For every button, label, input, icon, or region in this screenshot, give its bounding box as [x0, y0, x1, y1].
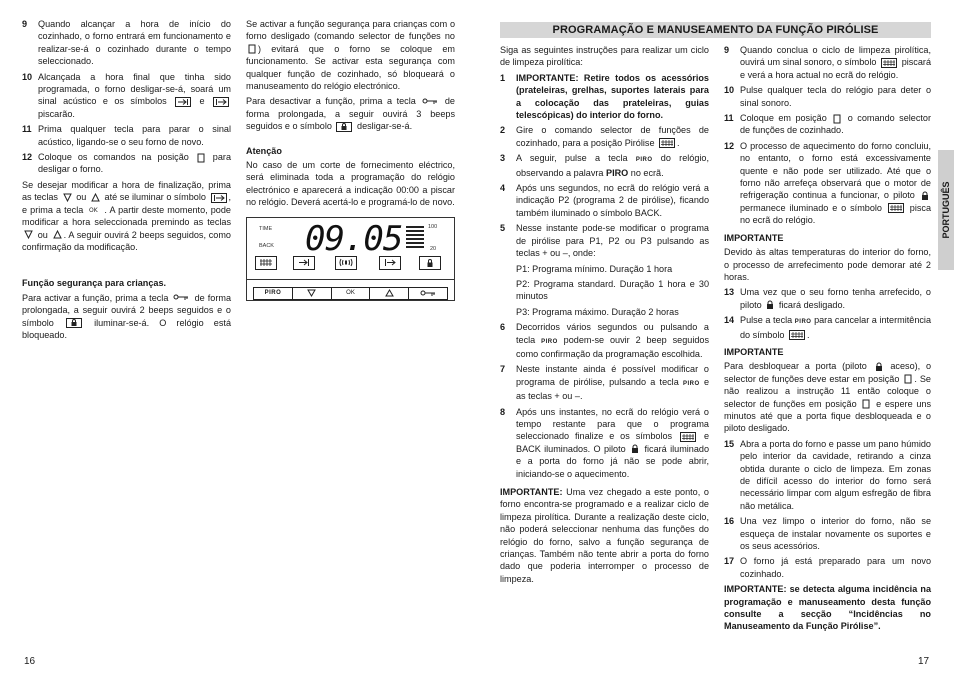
piro-key-label: PIRO [794, 319, 812, 326]
door-lock-icon [921, 191, 929, 201]
down-triangle-icon [63, 193, 72, 203]
step-11: 11 Prima qualquer tecla para parar o sinal acústico, ligando-se o seu forno de novo. [22, 124, 231, 147]
child-lock-paragraph: Para activar a função, prima a tecla de forma prolongada, a seguir ouvirá 2 beeps seguidos e o símbolo iluminar-se-á. O relógio está bloqueado. [22, 292, 232, 340]
pyrolysis-icon [881, 58, 897, 68]
page-number-right: 17 [918, 656, 930, 667]
pyrolysis-icon [888, 203, 904, 213]
control-panel-illustration [246, 217, 455, 301]
off-position-icon [833, 114, 841, 124]
piro-key-label: PIRO [541, 338, 558, 345]
intro: Siga as seguintes instruções para realizar um ciclo de limpeza pirolítica: [500, 45, 709, 68]
modify-paragraph: Se desejar modificar a hora de finalização, prima as teclas ou até se iluminar o símbolo , e prima a tecla OK . A partir deste momento, pode modificar a hora seleccionada premindo as teclas ou . A seguir ouvirá 2 beeps seguidos, como confirmação da modificação. [22, 179, 232, 252]
pyrolysis-icon [255, 256, 277, 270]
off-position-icon [862, 399, 870, 409]
piro-key[interactable]: PIRO [254, 288, 293, 299]
step-3: 3 A seguir, pulse a tecla PIRO do relógio, observando a palavra PIRO no ecrã. [500, 153, 710, 178]
down-triangle-icon [307, 289, 316, 297]
pyrolysis-icon [789, 330, 805, 340]
key-icon [422, 97, 438, 107]
step-13: 13 Uma vez que o seu forno tenha arrefecido, o piloto ficará desligado. [724, 287, 931, 310]
step-2: 2 Gire o comando selector de funções de cozinhado, para a posição Pirólise . [500, 125, 709, 148]
level-bottom-label: 20 [430, 245, 437, 252]
pyrolysis-icon [659, 138, 675, 148]
up-key[interactable] [370, 288, 409, 299]
language-tab: PORTUGUÊS [938, 150, 954, 270]
duration-icon [213, 97, 229, 107]
duration-icon [211, 193, 227, 203]
display-digits: 09.05 [305, 218, 403, 259]
right-column-1 [500, 44, 709, 588]
section-heading: PROGRAMAÇÃO E MANUSEAMENTO DA FUNÇÃO PIRÓLISE [500, 22, 931, 38]
lock-icon [66, 318, 82, 328]
program-p3: P3: Programa máximo. Duração 2 horas [516, 306, 679, 317]
svg-text:OK: OK [89, 207, 99, 215]
important-2-text: Devido às altas temperaturas do interior do forno, o processo de arrefecimento pode demorar até 2 horas. [724, 247, 931, 282]
step-16: 16 Una vez limpo o interior do forno, não se esqueça de instalar novamente os suportes e os seus acessórios. [724, 516, 931, 552]
off-position-icon [248, 44, 256, 54]
down-key[interactable] [293, 288, 332, 299]
lock-icon [336, 122, 352, 132]
level-bar [406, 230, 424, 232]
step-12: 12 Coloque os comandos na posição para desligar o forno. [22, 152, 231, 175]
step-11: 11 Coloque em posição o comando selector de funções de cozinhado. [724, 113, 932, 136]
duration-icon [379, 256, 401, 270]
key-lock-key[interactable] [409, 288, 447, 299]
step-10: 10 Pulse qualquer tecla do relógio para deter o sinal sonoro. [724, 85, 931, 108]
door-lock-icon [631, 444, 639, 454]
left-column-1 [22, 18, 231, 344]
end-time-icon [175, 97, 191, 107]
step-17: 17 O forno já está preparado para um novo cozinhado. [724, 556, 931, 579]
alarm-icon [335, 256, 357, 270]
off-position-icon [904, 374, 912, 384]
program-p2: P2: Programa standard. Duração 1 hora e 30 minutos [516, 278, 709, 302]
step-9: 9 Quando alcançar a hora de início do cozinhado, o forno entrará em funcionamento e realizar-se-á o cozinhado durante o tempo seleccionado. [22, 19, 231, 67]
level-bar [406, 226, 424, 228]
piro-key-label: PIRO [683, 380, 700, 387]
control-keys-row [253, 287, 448, 300]
program-p1: P1: Programa mínimo. Duração 1 hora [516, 263, 673, 274]
step-14: 14 Pulse a tecla PIRO para cancelar a intermitência do símbolo . [724, 315, 932, 340]
attention-title: Atenção [246, 145, 282, 156]
right-column-2 [724, 44, 931, 636]
step-10: 10 Alcançada a hora final que tinha sido programada, o forno desligar-se-á, soará um sinal acústico e os símbolos e piscarão. [22, 71, 231, 119]
up-triangle-icon [53, 230, 62, 240]
child-lock-title: Função segurança para crianças. [22, 278, 167, 289]
back-label: BACK [259, 242, 274, 249]
step-1: 1 IMPORTANTE: Retire todos os acessórios (prateleiras, grelhas, suportes laterais para a colocação das prateleiras, guias telescópicas) do interior do forno. [500, 72, 709, 121]
level-bar [406, 246, 424, 248]
step-9: 9 Quando conclua o ciclo de limpeza pirolítica, ouvirá um sinal sonoro, o símbolo piscará e verá a hora actual no ecrã do relógio. [724, 45, 932, 80]
step-15: 15 Abra a porta do forno e passe um pano húmido pelo interior da cavidade, retirando a cinza obtida durante o ciclo de limpeza. Em zonas de difícil acesso do interior do forno será necessário limpar com algum esfregão de fibra não metálica. [724, 438, 931, 511]
off-position-icon [197, 153, 205, 163]
clock-display [247, 218, 454, 280]
step-8: 8 Após uns instantes, no ecrã do relógio verá o tempo restante para que o programa seleccionado finalize e os símbolos e BACK iluminados. O piloto ficará iluminado e a porta do forno já não se pode abrir, iniciando-se o aquecimento. [500, 406, 710, 479]
time-label: TIME [259, 225, 273, 232]
left-column-2 [246, 18, 455, 301]
final-important: IMPORTANTE: se detecta alguma incidência na programação e manuseamento desta função consulte a secção “Incidências no Manuseamento da Função Pirólise”. [724, 584, 931, 632]
page-number-left: 16 [24, 656, 36, 667]
child-lock-deactivate: Para desactivar a função, prima a tecla de forma prolongada, a seguir ouvirá 3 beeps seguidos e o símbolo desligar-se-á. [246, 96, 455, 132]
child-lock-off-info: Se activar a função segurança para crianças com o forno desligado (comando selector de funções no ) evitará que o forno se coloque em funcionamento. Se activar esta segurança com qualquer função de cozinhado, só bloqueará o manuseamento do relógio electrónico. [246, 19, 455, 92]
end-time-icon [293, 256, 315, 270]
important-3-title: IMPORTANTE [724, 346, 784, 357]
important-3-text: Para desbloquear a porta (piloto aceso), o selector de funções deve estar em posição . Se não realizou a instrução 11 então coloque o selector de funções em posição e espere uns minutos até que a porta fique desbloqueada e o piloto desligado. [724, 361, 932, 434]
key-icon [173, 293, 189, 303]
step-6: 6 Decorridos vários segundos ou pulsando a tecla PIRO podem-se ouvir 2 beep seguidos como confirmação da programação escolhida. [500, 322, 710, 359]
level-bar [406, 238, 424, 240]
step-4: 4 Após uns segundos, no ecrã do relógio verá a indicação P2 (programa 2 de pirólise), ficando também iluminado o símbolo BACK. [500, 183, 709, 218]
important-1: IMPORTANTE: Uma vez chegado a este ponto, o forno encontra-se programado e a realizar ciclo de limpeza pirolítica. Durante a realização deste ciclo, não poderá seleccionar nenhuma das funções do relógio do forno, salvo a função segurança de crianças. Também não tente abrir a porta do forno dado que poderia interromper o processo de limpeza. [500, 487, 709, 584]
door-lock-icon [766, 300, 774, 310]
step-7: 7 Neste instante ainda é possível modificar o programa de pirólise, pulsando a tecla PIRO e as teclas + ou –. [500, 364, 709, 402]
lock-icon [419, 256, 441, 270]
ok-key[interactable]: OK [332, 288, 371, 299]
up-triangle-icon [385, 289, 394, 297]
level-bar [406, 242, 424, 244]
ok-icon [88, 205, 102, 215]
attention-text: No caso de um corte de fornecimento eléctrico, será eliminada toda a programação do relógio electrónico e aparecerá a indicação 00:00 a piscar no relógio. Deverá acertá-lo e programá-lo de novo. [246, 160, 455, 208]
door-lock-icon [875, 362, 883, 372]
level-bar [406, 234, 424, 236]
pyrolysis-icon [680, 432, 696, 442]
down-triangle-icon [24, 230, 33, 240]
step-5: 5 Nesse instante pode-se modificar o programa de pirólise para P1, P2 ou P3 pulsando as teclas + ou –, onde: [500, 223, 709, 259]
up-triangle-icon [91, 193, 100, 203]
level-top-label: 100 [428, 223, 438, 230]
important-2-title: IMPORTANTE [724, 232, 784, 243]
key-icon [420, 289, 436, 297]
piro-key-label: PIRO [635, 157, 653, 164]
step-12: 12 O processo de aquecimento do forno concluiu, no entanto, o forno está excessivamente quente e não pode ser utilizado. Até que o forno não arrefeça observará que o motor de refrigeração continua a funcionar, o piloto permanece iluminado e o símbolo pisca no ecrã do relógio. [724, 140, 932, 226]
